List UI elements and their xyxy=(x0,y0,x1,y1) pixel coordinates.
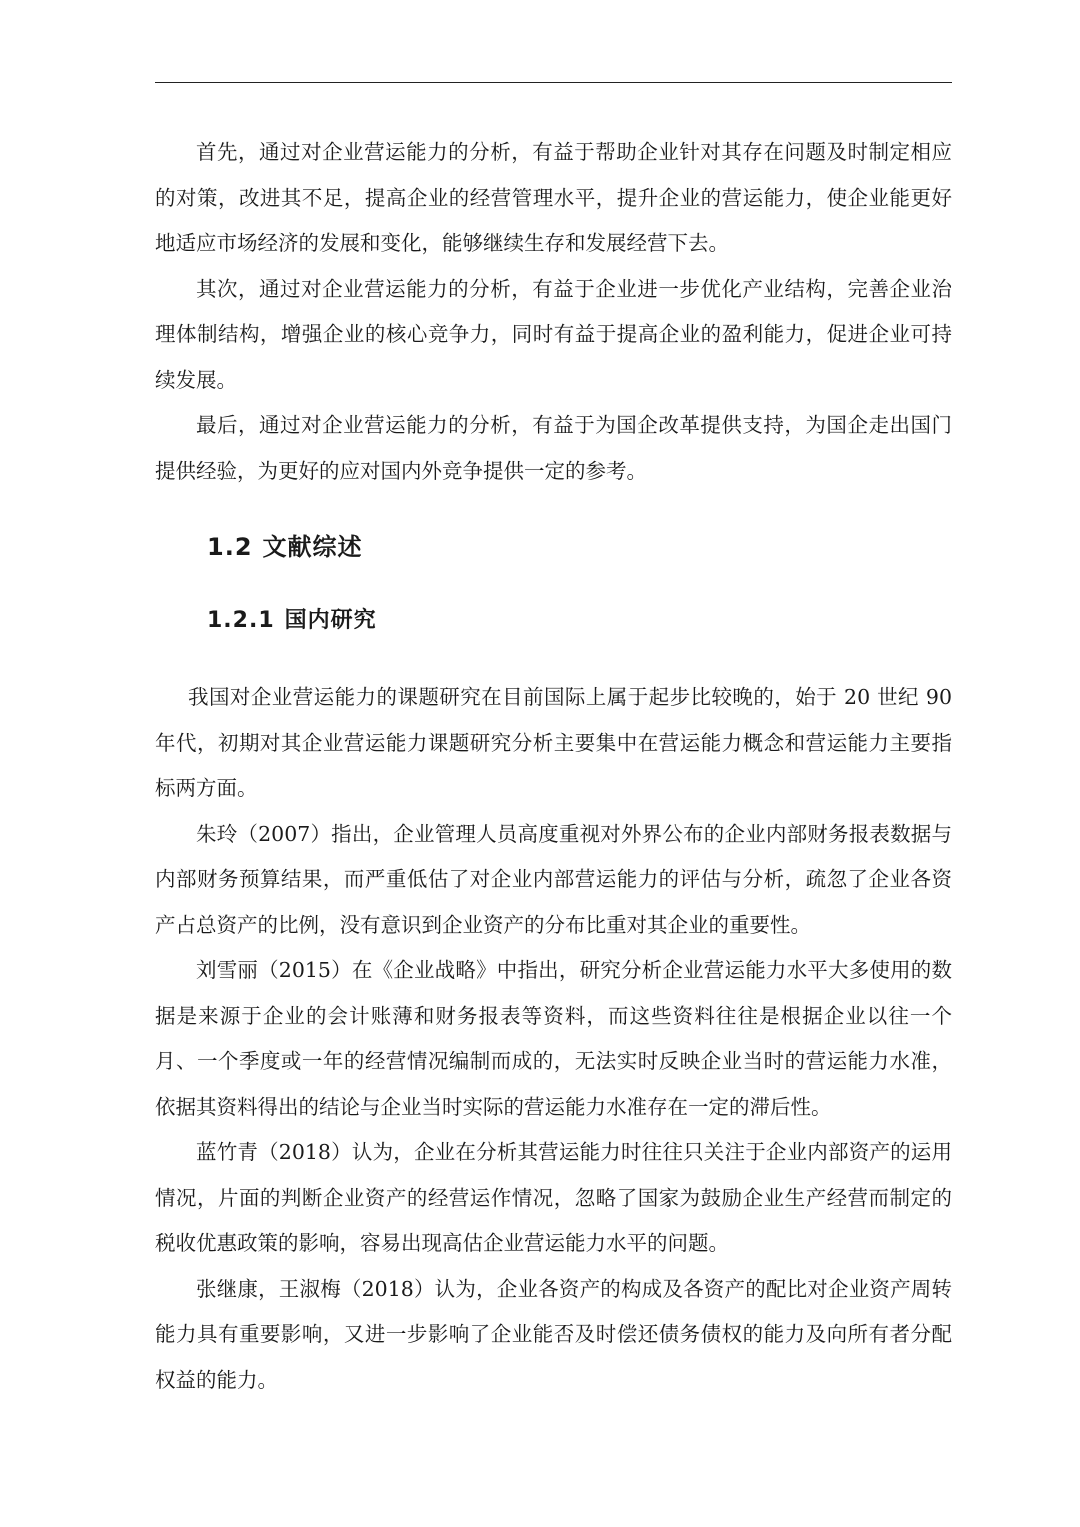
section-title: 文献综述 xyxy=(262,533,363,561)
paragraph: 其次，通过对企业营运能力的分析，有益于企业进一步优化产业结构，完善企业治理体制结构，增强企业的核心竞争力，同时有益于提高企业的盈利能力，促进企业可持续发展。 xyxy=(155,276,952,392)
paragraph: 首先，通过对企业营运能力的分析，有益于帮助企业针对其存在问题及时制定相应的对策，改进其不足，提高企业的经营管理水平，提升企业的营运能力，使企业能更好地适应市场经济的发展和变化，能够继续生存和发展经营下去。 xyxy=(155,140,952,255)
document-body xyxy=(155,130,952,1403)
paragraph: 张继康，王淑梅（2018）认为，企业各资产的构成及各资产的配比对企业资产周转能力具有重要影响，又进一步影响了企业能否及时偿还债务债权的能力及向所有者分配权益的能力。 xyxy=(155,1276,952,1392)
section-heading-1-2 xyxy=(207,525,952,569)
paragraph: 刘雪丽（2015）在《企业战略》中指出，研究分析企业营运能力水平大多使用的数据是来源于企业的会计账薄和财务报表等资料，而这些资料往往是根据企业以往一个月、一个季度或一年的经营情况编制而成的，无法实时反映企业当时的营运能力水准，依据其资料得出的结论与企业当时实际的营运能力水准存在一定的滞后性。 xyxy=(155,958,952,1119)
paragraph: 朱玲（2007）指出，企业管理人员高度重视对外界公布的企业内部财务报表数据与内部财务预算结果，而严重低估了对企业内部营运能力的评估与分析，疏忽了企业各资产占总资产的比例，没有意识到企业资产的分布比重对其企业的重要性。 xyxy=(155,821,952,937)
section-number: 1.2 xyxy=(207,533,253,561)
paragraph: 最后，通过对企业营运能力的分析，有益于为国企改革提供支持，为国企走出国门提供经验，为更好的应对国内外竞争提供一定的参考。 xyxy=(155,413,952,483)
paragraph: 我国对企业营运能力的课题研究在目前国际上属于起步比较晚的，始于 20 世纪 90 年代，初期对其企业营运能力课题研究分析主要集中在营运能力概念和营运能力主要指标两方面。 xyxy=(155,685,952,800)
header-rule xyxy=(155,82,952,83)
paragraph: 蓝竹青（2018）认为，企业在分析其营运能力时往往只关注于企业内部资产的运用情况，片面的判断企业资产的经营运作情况，忽略了国家为鼓励企业生产经营而制定的税收优惠政策的影响，容易出现高估企业营运能力水平的问题。 xyxy=(155,1140,952,1255)
section-number: 1.2.1 xyxy=(207,608,275,633)
section-heading-1-2-1 xyxy=(207,601,952,641)
section-title: 国内研究 xyxy=(284,608,377,633)
